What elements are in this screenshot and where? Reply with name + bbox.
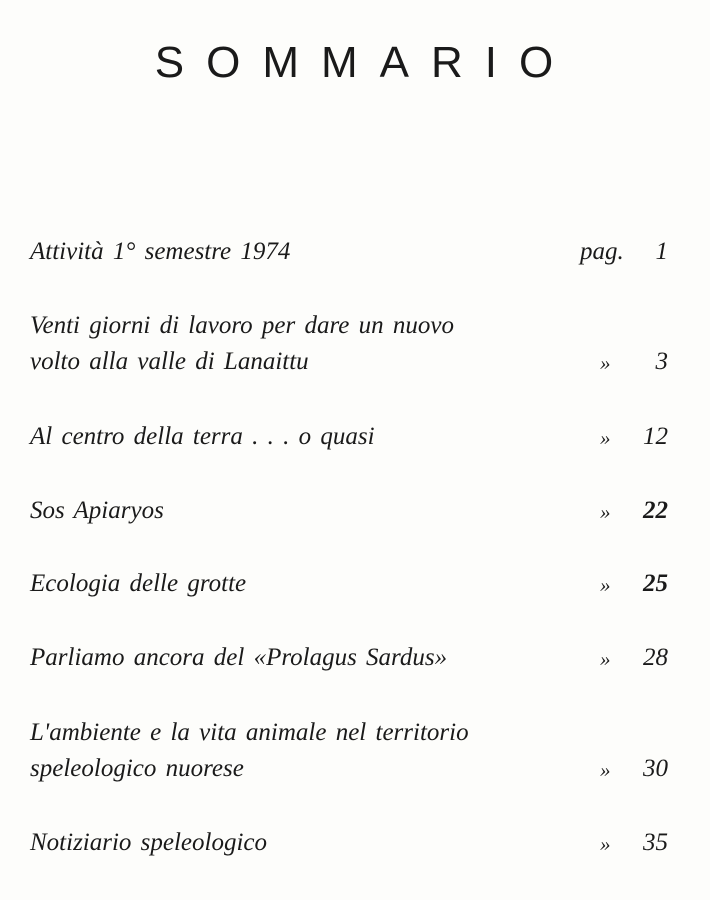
- toc-page-marker: pag.: [580, 238, 624, 265]
- toc-entry: [30, 308, 690, 380]
- toc-ditto-marker: »: [600, 500, 611, 524]
- toc-entry-title: Parliamo ancora del «Prolagus Sardus»: [30, 644, 448, 671]
- toc-entry-title-line: volto alla valle di Lanaittu: [30, 348, 309, 375]
- toc-page-number: 22: [643, 497, 668, 524]
- toc-page-number: 1: [655, 238, 668, 265]
- page-title: SOMMARIO: [154, 38, 576, 87]
- toc-entry-title-line: speleologico nuorese: [30, 755, 244, 782]
- toc-entry: [30, 715, 690, 787]
- toc-ditto-marker: »: [600, 351, 611, 375]
- toc-ditto-marker: »: [600, 647, 611, 671]
- toc-page-number: 30: [643, 755, 668, 782]
- toc-entry-title: Ecologia delle grotte: [30, 570, 247, 597]
- toc-entry: [30, 419, 690, 455]
- toc-ditto-marker: »: [600, 758, 611, 782]
- toc-entry-title: Attività 1° semestre 1974: [30, 238, 291, 265]
- toc-page-number: 25: [643, 570, 668, 597]
- toc-entry: [30, 234, 690, 270]
- toc-ditto-marker: »: [600, 832, 611, 856]
- toc-page-number: 3: [655, 348, 668, 375]
- toc-entry: [30, 493, 690, 529]
- toc-ditto-marker: »: [600, 426, 611, 450]
- toc-entry-title: Al centro della terra . . . o quasi: [30, 423, 375, 450]
- toc-page-number: 12: [643, 423, 668, 450]
- toc-entry-title: Sos Apiaryos: [30, 497, 164, 524]
- toc-entry: [30, 566, 690, 602]
- toc-entry-title: Notiziario speleologico: [30, 829, 268, 856]
- toc-entry: [30, 825, 690, 861]
- toc-page-number: 28: [643, 644, 668, 671]
- toc-entry: [30, 640, 690, 676]
- toc-entry-title-line: L'ambiente e la vita animale nel territorio: [30, 719, 469, 746]
- toc-ditto-marker: »: [600, 573, 611, 597]
- toc-entry-title-line: Venti giorni di lavoro per dare un nuovo: [30, 312, 454, 339]
- toc-page-number: 35: [643, 829, 668, 856]
